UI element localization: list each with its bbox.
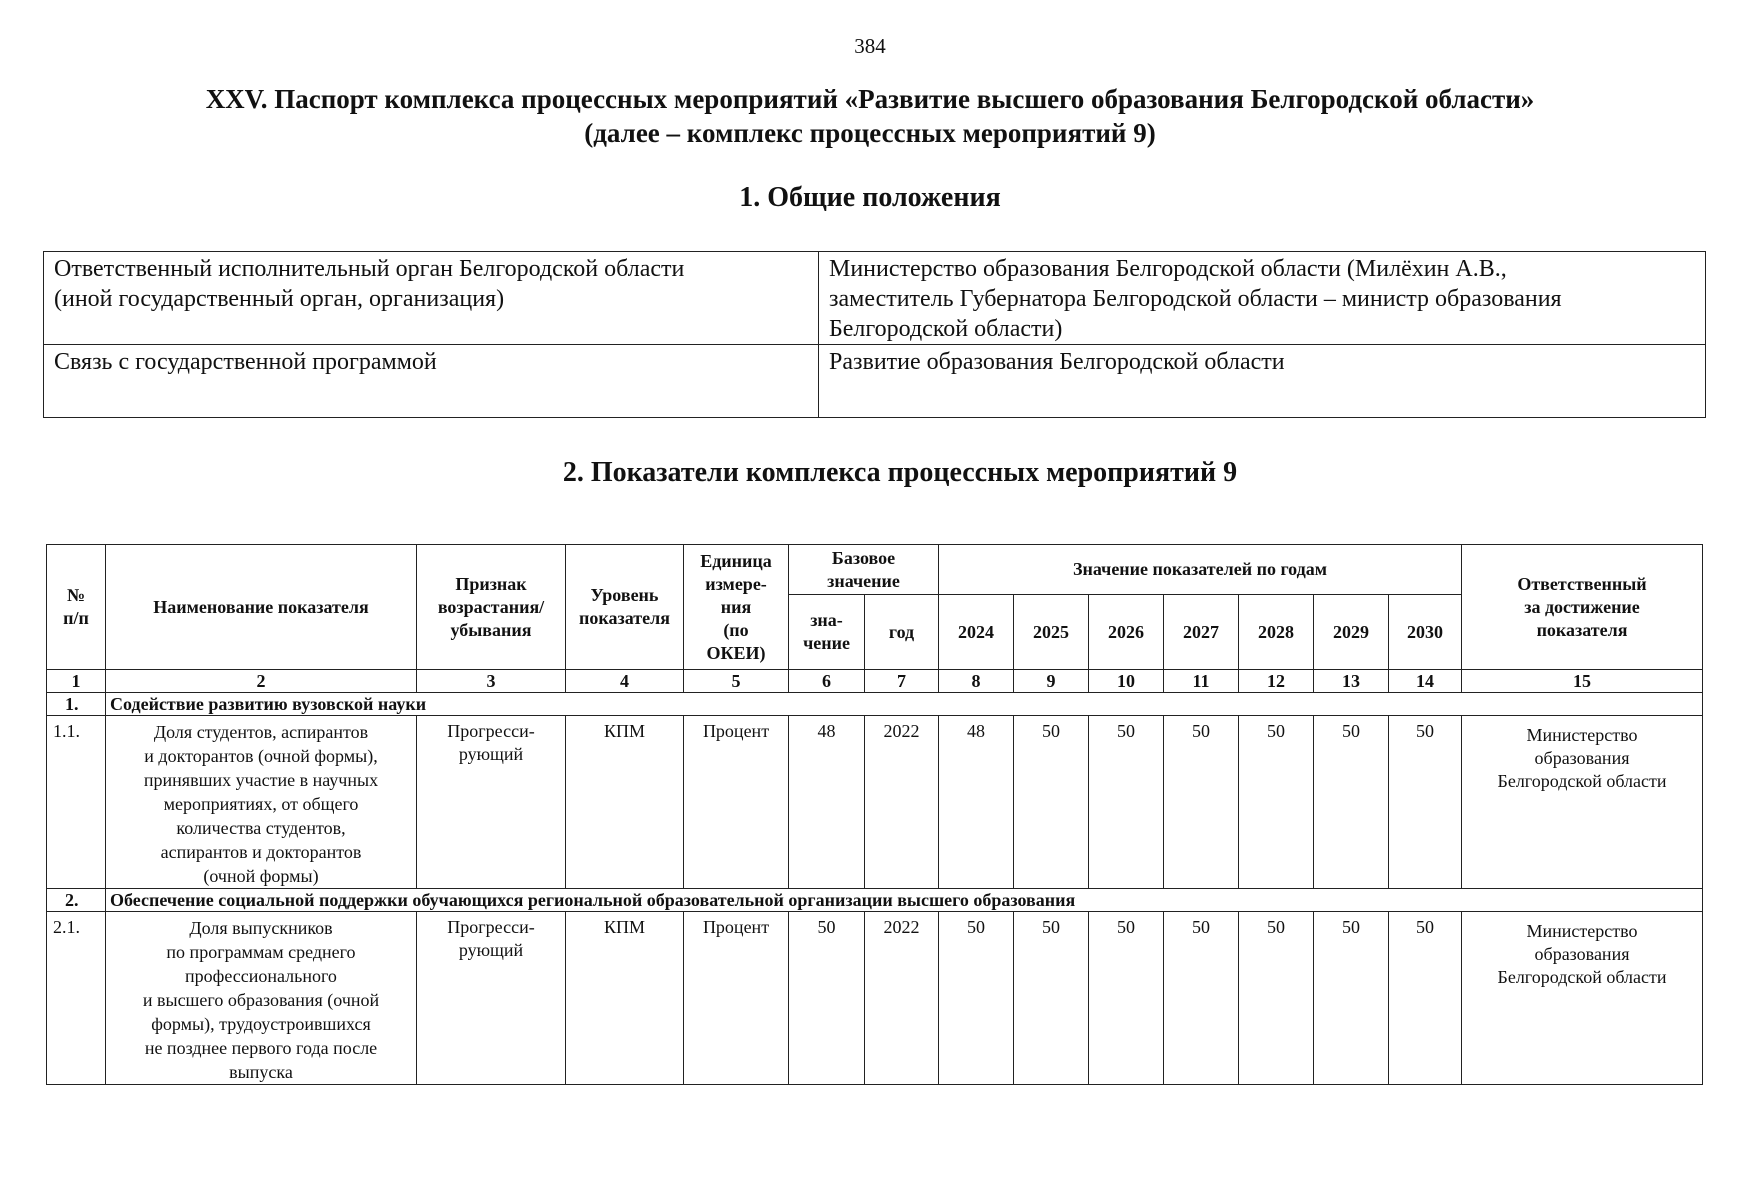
table-row: [44, 345, 1706, 418]
column-number: 1: [47, 670, 106, 693]
header-year: 2026: [1089, 595, 1164, 670]
row-number: 2.1.: [47, 912, 106, 1085]
group-number: 1.: [47, 693, 106, 716]
table-row: [47, 912, 1703, 1085]
header-level: Уровень показателя: [566, 545, 684, 670]
header-base: Базовое значение: [789, 545, 939, 595]
column-number: 3: [417, 670, 566, 693]
group-title: Содействие развитию вузовской науки: [106, 693, 1703, 716]
year-value: 50: [1314, 912, 1389, 1085]
column-number-row: [47, 670, 1703, 693]
table-row: [44, 252, 1706, 345]
program-link-label: Связь с государственной программой: [44, 345, 819, 418]
indicator-name: Доля выпускников по программам среднего профессионального и высшего образования (очной формы), трудоустроившихся не позднее первого года после выпуска: [106, 912, 417, 1085]
year-value: 50: [1164, 716, 1239, 889]
column-number: 7: [865, 670, 939, 693]
year-value: 48: [939, 716, 1014, 889]
column-number: 6: [789, 670, 865, 693]
responsible: Министерство образования Белгородской области: [1462, 912, 1703, 1085]
header-base-value: зна- чение: [789, 595, 865, 670]
year-value: 50: [1014, 912, 1089, 1085]
indicator-unit: Процент: [684, 912, 789, 1085]
document-title: [0, 82, 1740, 150]
indicator-unit: Процент: [684, 716, 789, 889]
group-title: Обеспечение социальной поддержки обучающихся региональной образовательной организации высшего образования: [106, 889, 1703, 912]
program-link-value: Развитие образования Белгородской области: [819, 345, 1706, 418]
column-number: 9: [1014, 670, 1089, 693]
general-provisions-table: [43, 251, 1706, 418]
year-value: 50: [1014, 716, 1089, 889]
column-number: 15: [1462, 670, 1703, 693]
group-number: 2.: [47, 889, 106, 912]
header-year: 2025: [1014, 595, 1089, 670]
header-base-year: год: [865, 595, 939, 670]
column-number: 5: [684, 670, 789, 693]
column-number: 14: [1389, 670, 1462, 693]
section-1-title: 1. Общие положения: [739, 182, 1001, 213]
column-number: 11: [1164, 670, 1239, 693]
year-value: 50: [1389, 912, 1462, 1085]
base-year: 2022: [865, 912, 939, 1085]
table-row: [47, 716, 1703, 889]
year-value: 50: [1314, 716, 1389, 889]
responsible-body-value: Министерство образования Белгородской области (Милёхин А.В., заместитель Губернатора Белгородской области – министр образования Белгородской области): [819, 252, 1706, 345]
year-value: 50: [939, 912, 1014, 1085]
row-number: 1.1.: [47, 716, 106, 889]
year-value: 50: [1239, 716, 1314, 889]
responsible: Министерство образования Белгородской области: [1462, 716, 1703, 889]
column-number: 8: [939, 670, 1014, 693]
column-number: 13: [1314, 670, 1389, 693]
header-unit: Единица измере- ния (по ОКЕИ): [684, 545, 789, 670]
year-value: 50: [1389, 716, 1462, 889]
header-num: № п/п: [47, 545, 106, 670]
header-row: [47, 545, 1703, 595]
indicators-table: [46, 544, 1703, 1085]
indicator-level: КПМ: [566, 912, 684, 1085]
column-number: 2: [106, 670, 417, 693]
responsible-body-label: Ответственный исполнительный орган Белгородской области (иной государственный орган, организация): [44, 252, 819, 345]
group-row: [47, 693, 1703, 716]
header-year: 2030: [1389, 595, 1462, 670]
column-number: 4: [566, 670, 684, 693]
section-2-title: 2. Показатели комплекса процессных мероприятий 9: [562, 457, 1238, 488]
base-value: 48: [789, 716, 865, 889]
header-year: 2024: [939, 595, 1014, 670]
indicator-level: КПМ: [566, 716, 684, 889]
header-responsible: Ответственный за достижение показателя: [1462, 545, 1703, 670]
header-year: 2029: [1314, 595, 1389, 670]
page-number: 384: [854, 34, 886, 58]
year-value: 50: [1089, 912, 1164, 1085]
indicator-sign: Прогресси- рующий: [417, 912, 566, 1085]
header-years-group: Значение показателей по годам: [939, 545, 1462, 595]
title-line-1: XXV. Паспорт комплекса процессных мероприятий «Развитие высшего образования Белгородской области»: [205, 84, 1535, 114]
indicator-name: Доля студентов, аспирантов и докторантов (очной формы), принявших участие в научных мероприятиях, от общего количества студентов, аспирантов и докторантов (очной формы): [106, 716, 417, 889]
base-year: 2022: [865, 716, 939, 889]
header-year: 2027: [1164, 595, 1239, 670]
header-sign: Признак возрастания/ убывания: [417, 545, 566, 670]
title-line-2: (далее – комплекс процессных мероприятий 9): [584, 118, 1156, 148]
column-number: 12: [1239, 670, 1314, 693]
group-row: [47, 889, 1703, 912]
year-value: 50: [1089, 716, 1164, 889]
header-name: Наименование показателя: [106, 545, 417, 670]
base-value: 50: [789, 912, 865, 1085]
column-number: 10: [1089, 670, 1164, 693]
year-value: 50: [1164, 912, 1239, 1085]
indicator-sign: Прогресси- рующий: [417, 716, 566, 889]
year-value: 50: [1239, 912, 1314, 1085]
header-year: 2028: [1239, 595, 1314, 670]
